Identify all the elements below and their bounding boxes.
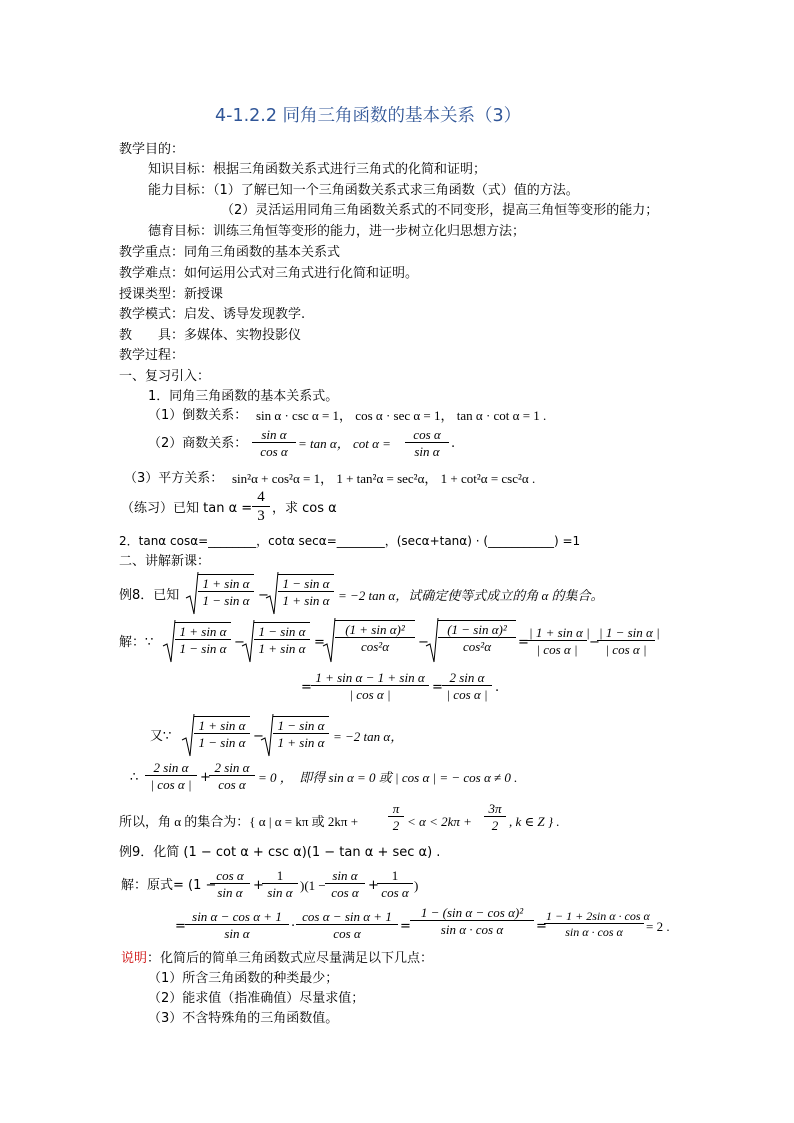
plus-sign: + — [368, 878, 379, 893]
minus-sign: − — [589, 635, 600, 650]
note-item-3: （3）不含特殊角的三角函数值。 — [148, 1011, 339, 1026]
pi-over-2: $\frac{\pi}{2}$ — [388, 802, 404, 832]
therefore-end: = 0 ， 即得 sin α = 0 或 | cos α | = − cos α ≠ 0 . — [258, 770, 518, 785]
sol-frac-8: $\frac{\text{2 sin α}}{\text{| cos α |}}$ — [442, 671, 492, 701]
solution-9-label: 解：原式= (1 − — [121, 878, 217, 893]
example-9: 例9．化简 (1 − cot α + csc α)(1 − tan α + sec α) . — [119, 845, 441, 860]
equals-sign: = — [314, 635, 325, 650]
difficulty: 教学难点：如何运用公式对三角式进行化简和证明。 — [119, 266, 419, 281]
quotient-end: . — [451, 436, 456, 451]
ex9-frac-3: $\frac{\text{sin α}}{\text{cos α}}$ — [325, 869, 365, 899]
sqrt-symbol — [186, 572, 198, 616]
sol-frac-5: $\frac{\text{| 1 + sin α |}}{\text{| cos α |}}$ — [529, 625, 590, 657]
equals-sign: = — [175, 919, 186, 934]
note-text: ：化简后的简单三角函数式应尽量满足以下几点： — [147, 951, 434, 966]
minus-sign: − — [258, 588, 269, 603]
lesson-type: 授课类型：新授课 — [119, 287, 224, 302]
sol-frac-1: $\frac{\text{1 + sin α}}{\text{1 − sin α}}$ — [175, 622, 231, 655]
sqrt-symbol — [261, 714, 273, 758]
also-label: 又∵ — [150, 729, 172, 744]
minus-sign: − — [253, 729, 264, 744]
sqrt-symbol — [163, 620, 175, 664]
ex9-frac-8: $\frac{\text{1 − 1 + 2sin α · cos α}}{\text{sin α · cos α}}$ — [546, 909, 650, 939]
equals-sign: = — [432, 680, 443, 695]
reciprocal-label: （1）倒数关系： — [148, 408, 248, 423]
sol-frac-3: $\frac{\text{(1 + sin α)²}}{\text{cos²α}}$ — [335, 620, 415, 653]
equals-sign: = — [536, 919, 547, 934]
quotient-label: （2）商数关系： — [148, 436, 248, 451]
teaching-mode: 教学模式：启发、诱导发现教学. — [119, 307, 306, 322]
note-line — [121, 952, 433, 965]
sqrt-symbol — [426, 618, 438, 664]
period: . — [495, 680, 500, 695]
sol-frac-7: $\frac{\text{1 + sin α − 1 + sin α}}{\text{| cos α |}}$ — [311, 671, 429, 701]
example-8-end: = −2 tan α，试确定使等式成立的角 α 的集合。 — [338, 588, 604, 603]
dot-sign: · — [291, 919, 296, 934]
ability-goal-1: 能力目标：（1）了解已知一个三角函数关系式求三角函数（式）值的方法。 — [148, 183, 579, 198]
paren-a: )(1 − — [300, 878, 326, 893]
angle-set-a: 所以，角 α 的集合为：{ α | α = kπ 或 2kπ + — [119, 814, 359, 829]
sqrt-symbol — [266, 572, 278, 616]
equals-sign: = — [518, 635, 529, 650]
reciprocal-relations: sin α · csc α = 1， cos α · sec α = 1， tan α · cot α = 1 . — [256, 408, 547, 423]
knowledge-goal: 知识目标：根据三角函数关系式进行三角式的化简和证明； — [148, 162, 487, 177]
note-item-2: （2）能求值（指准确值）尽量求值； — [148, 991, 365, 1006]
ex9-end: = 2 . — [646, 919, 670, 934]
ability-goal-2: （2）灵活运用同角三角函数关系式的不同变形，提高三角恒等变形的能力； — [221, 203, 659, 218]
solution-label: 解：∵ — [119, 635, 154, 650]
plus-sign: + — [200, 770, 211, 785]
note-item-1: （1）所含三角函数的种类最少； — [148, 971, 339, 986]
review-item-1: 1．同角三角函数的基本关系式。 — [148, 389, 339, 404]
sol-frac-6: $\frac{\text{| 1 − sin α |}}{\text{| cos α |}}$ — [599, 625, 660, 657]
ex8-frac-1: $\frac{\text{1 + sin α}}{\text{1 − sin α}}$ — [198, 574, 254, 607]
ex9-frac-2: $\frac{1}{\text{sin α}}$ — [262, 869, 298, 899]
three-pi-over-2: $\frac{3\pi}{2}$ — [484, 802, 506, 832]
quotient-frac-2: $\frac{\text{cos α}}{\text{sin α}}$ — [405, 428, 449, 458]
therefore-frac-1: $\frac{\text{2 sin α}}{\text{| cos α |}}$ — [145, 761, 197, 791]
ex9-frac-6: $\frac{\text{cos α − sin α + 1}}{\text{cos α}}$ — [296, 910, 398, 940]
teaching-tools: 教 具：多媒体、实物投影仪 — [119, 328, 302, 343]
ex8-frac-2: $\frac{\text{1 − sin α}}{\text{1 + sin α}}$ — [278, 574, 334, 607]
practice-end: ，求 cos α — [272, 501, 337, 516]
angle-set-b: < α < 2kπ + — [407, 814, 472, 829]
sqrt-symbol — [182, 714, 194, 758]
note-label: 说明 — [121, 951, 148, 966]
plus-sign: + — [253, 878, 264, 893]
new-heading: 二、讲解新课： — [119, 554, 211, 569]
therefore-frac-2: $\frac{\text{2 sin α}}{\text{cos α}}$ — [209, 761, 255, 791]
equals-sign: = — [400, 919, 411, 934]
ex9-frac-5: $\frac{\text{sin α − cos α + 1}}{\text{sin α}}$ — [185, 910, 289, 940]
angle-set-c: , k ∈ Z } . — [509, 814, 560, 829]
equals-sign: = — [301, 680, 312, 695]
ex9-frac-1: $\frac{\text{cos α}}{\text{sin α}}$ — [210, 869, 250, 899]
minus-sign: − — [234, 635, 245, 650]
page-title: 4-1.2.2 同角三角函数的基本关系（3） — [215, 106, 522, 126]
minus-sign: − — [418, 635, 429, 650]
paren-b: ) — [414, 878, 419, 893]
example-8-label: 例8．已知 — [119, 588, 180, 603]
quotient-frac-1: $\frac{\text{sin α}}{\text{cos α}}$ — [252, 428, 296, 458]
sol-frac-2: $\frac{\text{1 − sin α}}{\text{1 + sin α}}$ — [254, 622, 310, 655]
also-end: = −2 tan α， — [333, 729, 404, 744]
sqrt-symbol — [323, 618, 335, 664]
quotient-eq: = tan α， cot α = — [298, 436, 391, 451]
sol-frac-4: $\frac{\text{(1 − sin α)²}}{\text{cos²α}}$ — [438, 620, 516, 653]
square-label: （3）平方关系： — [124, 471, 224, 486]
also-frac-1: $\frac{\text{1 + sin α}}{\text{1 − sin α}}$ — [194, 716, 250, 749]
sqrt-symbol — [242, 620, 254, 664]
review-heading: 一、复习引入： — [119, 369, 211, 384]
process-heading: 教学过程： — [119, 348, 185, 363]
ex9-frac-4: $\frac{1}{\text{cos α}}$ — [377, 869, 413, 899]
review-item-2: 2．tanα cosα=________，cotα secα=________，(secα+tanα) · (___________) =1 — [119, 534, 581, 548]
practice-frac: $\frac{4}{3}$ — [252, 490, 270, 524]
square-relations: sin²α + cos²α = 1， 1 + tan²α = sec²α， 1 + cot²α = csc²α . — [232, 471, 536, 486]
ex9-frac-7: $\frac{\text{1 − (sin α − cos α)²}}{\text{sin α · cos α}}$ — [410, 906, 534, 936]
moral-goal: 德育目标：训练三角恒等变形的能力，进一步树立化归思想方法； — [148, 224, 526, 239]
practice-label: （练习）已知 tan α = — [121, 501, 253, 516]
goal-heading: 教学目的： — [119, 142, 185, 157]
therefore-symbol: ∴ — [130, 770, 139, 785]
also-frac-2: $\frac{\text{1 − sin α}}{\text{1 + sin α}}$ — [273, 716, 329, 749]
key-point: 教学重点：同角三角函数的基本关系式 — [119, 245, 341, 260]
